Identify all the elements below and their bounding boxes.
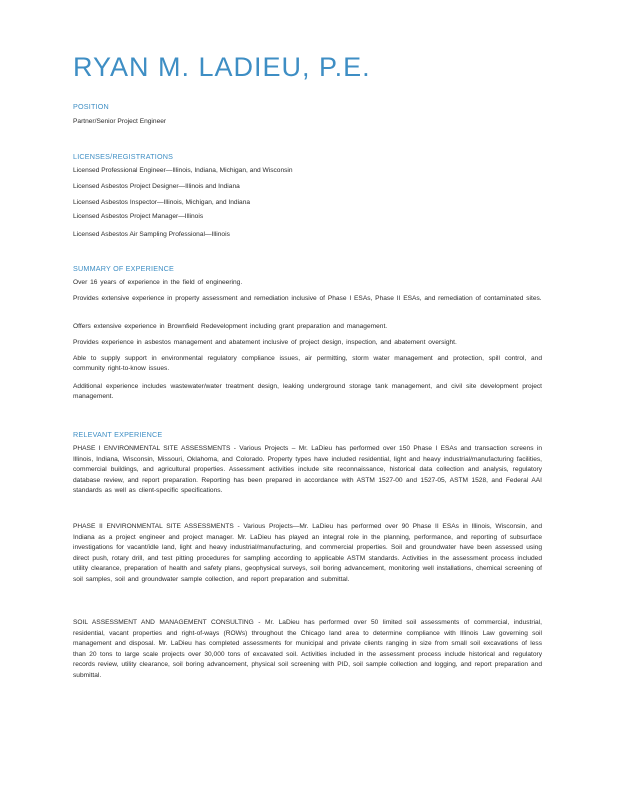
licenses-heading: LICENSES/REGISTRATIONS — [73, 152, 174, 161]
summary-item: Able to supply support in environmental regulatory compliance issues, air permitting, storm water management and protection, spill control, and community right-to-know issues. — [73, 355, 542, 373]
summary-item: Additional experience includes wastewater/water treatment design, leaking underground storage tank management, and civil site development project management. — [73, 383, 542, 401]
license-item: Licensed Asbestos Project Manager—Illinois — [73, 213, 204, 220]
candidate-name: RYAN M. LADIEU, P.E. — [73, 52, 371, 82]
experience-item: PHASE II ENVIRONMENTAL SITE ASSESSMENTS - Various Projects—Mr. LaDieu has performed over 90 Phase II ESAs in Illinois, Wisconsin, and Indiana as a project engineer and project manager. Mr. LaDieu has played an integral role in the planning, performance, and reporting of subsurface investigations for vacant/idle land, light and heavy industrial/manufacturing, and commercial properties. Soil and groundwater have been assessed using direct push, rotary drill, and test pitting procedures for sampling according to applicable ASTM standards. Activities in the assessment process included utility clearance, preparation of health and safety plans, geophysical surveys, soil boring advancement, monitoring well installations, chemical screening of soil samples, soil and groundwater sample collection, and report preparation and submittal. — [73, 523, 542, 583]
experience-item: SOIL ASSESSMENT AND MANAGEMENT CONSULTING - Mr. LaDieu has performed over 50 limited soil assessments of commercial, industrial, residential, vacant properties and right-of-ways (ROWs) throughout the Chicago land area to determine compliance with Illinois Law governing soil management and disposal. Mr. LaDieu has completed assessments for municipal and private clients ranging in size from small soil excavations of less than 20 tons to large scale projects over 30,000 tons of excavated soil. Activities included in the assessment process include historical and regulatory records review, utility clearance, soil boring advancement, physical soil screening with PID, soil sample collection and logging, and report preparation and submittal. — [73, 619, 542, 679]
summary-item: Provides extensive experience in property assessment and remediation inclusive of Phase I ESAs, Phase II ESAs, and remediation of contaminated sites. — [73, 295, 542, 302]
license-item: Licensed Professional Engineer—Illinois, Indiana, Michigan, and Wisconsin — [73, 167, 293, 174]
license-item: Licensed Asbestos Air Sampling Professional—Illinois — [73, 231, 230, 238]
position-title: Partner/Senior Project Engineer — [73, 118, 167, 125]
experience-heading: RELEVANT EXPERIENCE — [73, 430, 163, 439]
summary-item: Provides experience in asbestos management and abatement inclusive of project design, inspection, and abatement oversight. — [73, 339, 457, 346]
summary-item: Over 16 years of experience in the field of engineering. — [73, 279, 243, 286]
license-item: Licensed Asbestos Inspector—Illinois, Michigan, and Indiana — [73, 199, 251, 206]
summary-heading: SUMMARY OF EXPERIENCE — [73, 264, 174, 273]
license-item: Licensed Asbestos Project Designer—Illinois and Indiana — [73, 183, 240, 190]
summary-item: Offers extensive experience in Brownfield Redevelopment including grant preparation and management. — [73, 323, 388, 330]
position-heading: POSITION — [73, 102, 109, 111]
experience-item: PHASE I ENVIRONMENTAL SITE ASSESSMENTS - Various Projects – Mr. LaDieu has performed over 150 Phase I ESAs and transaction screens in Illinois, Indiana, Wisconsin, Missouri, Oklahoma, and Colorado. Property types have included residential, light and heavy industrial/manufacturing facilities, commercial buildings, and agricultural properties. Assessment activities include site reconnaissance, historical data collection and analysis, regulatory database review, and report preparation. Reporting has been prepared in accordance with ASTM 1527-00 and 1527-05, ASTM 1528, and Federal AAI standards as well as client-specific specifications. — [73, 445, 542, 495]
